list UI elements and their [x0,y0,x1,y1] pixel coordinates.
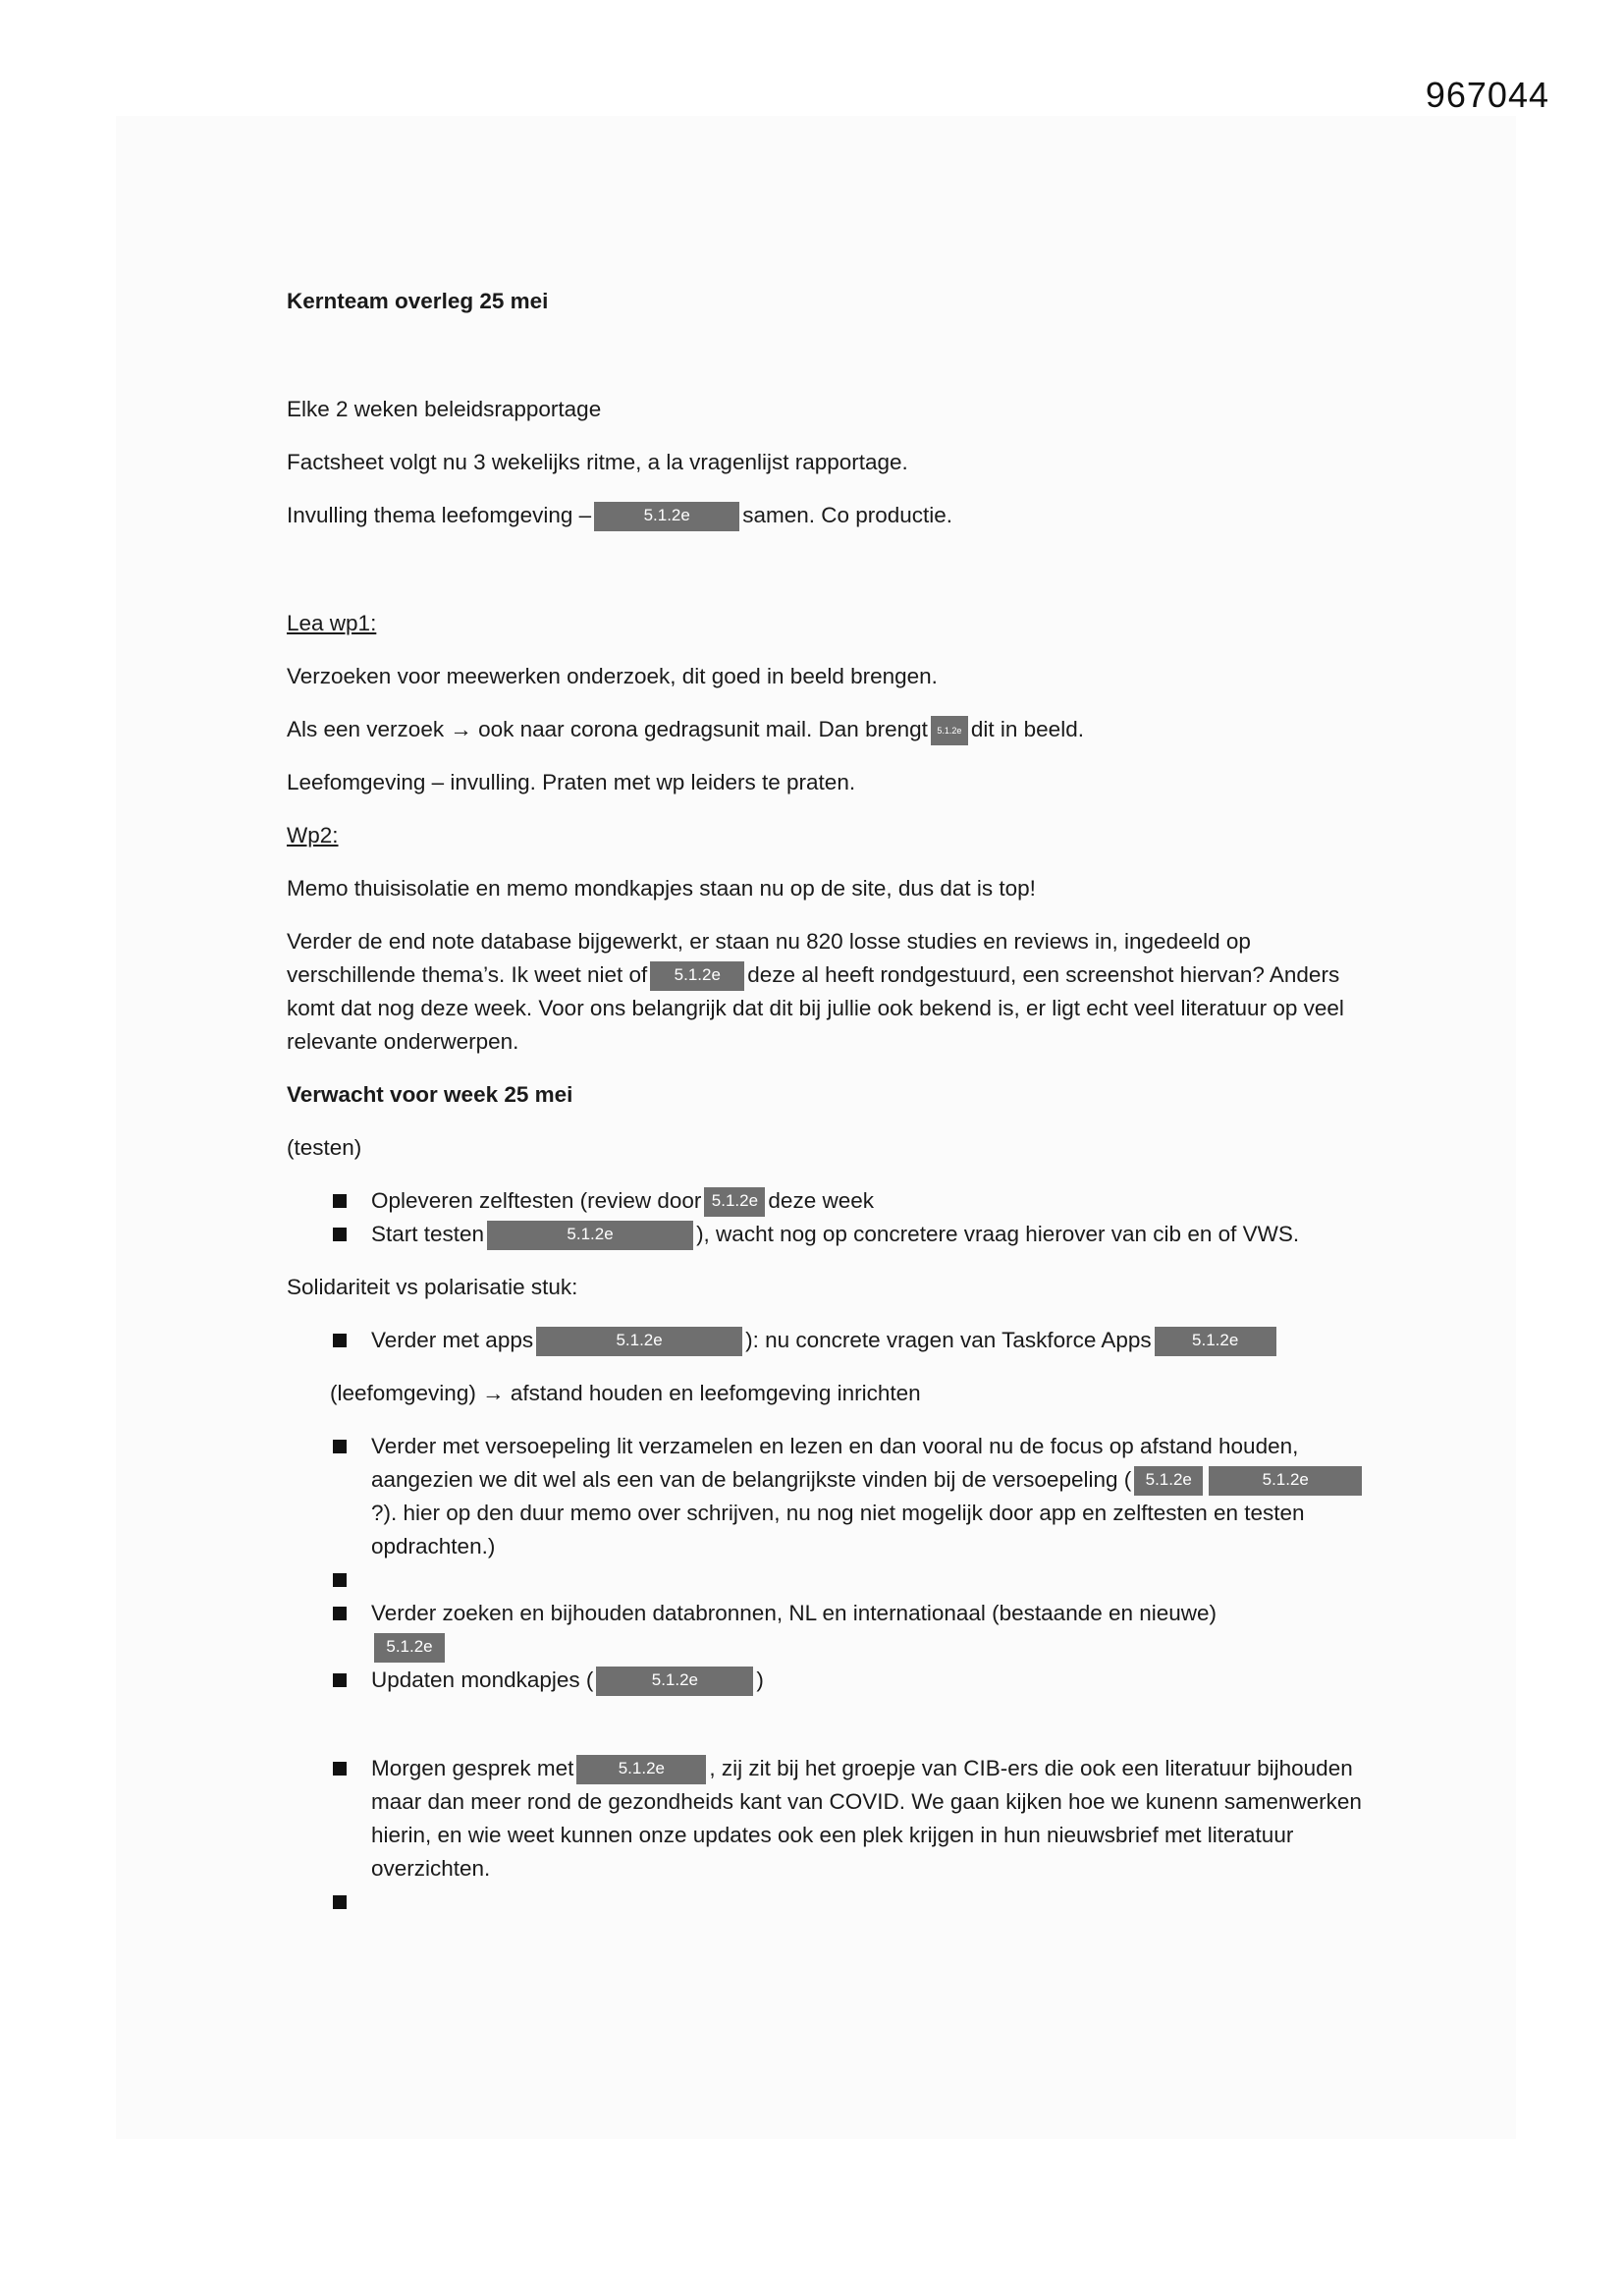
leefomgeving-label: (leefomgeving) → afstand houden en leefomgeving inrichten [330,1381,921,1405]
redaction-box: 5.1.2e [374,1633,445,1663]
wp2-heading: Wp2: [287,823,339,847]
redaction-box: 5.1.2e [1134,1466,1203,1496]
redaction-box: 5.1.2e [1155,1327,1276,1356]
wp2-paragraph: Verder de end note database bijgewerkt, er staan nu 820 losse studies en reviews in, ingedeeld op verschillende thema’s. Ik weet niet of 5.1.2e deze al heeft rondgestuurd, een screenshot hiervan? Anders komt dat nog deze week. Voor ons belangrijk dat dit bij jullie ook bekend is, er ligt echt veel literatuur op veel relevante onderwerpen. [287,929,1344,1054]
intro-line-3: Invulling thema leefomgeving – 5.1.2e samen. Co productie. [287,499,1367,532]
intro-line-2: Factsheet volgt nu 3 wekelijks ritme, a la vragenlijst rapportage. [287,450,908,474]
redaction-box: 5.1.2e [650,961,744,991]
document-body [287,285,1367,1919]
redaction-box: 5.1.2e [596,1667,753,1696]
document-title: Kernteam overleg 25 mei [287,289,549,313]
wp2-line-1: Memo thuisisolatie en memo mondkapjes staan nu op de site, dus dat is top! [287,876,1036,901]
testen-label: (testen) [287,1135,362,1160]
bullet-versoepeling: Verder met versoepeling lit verzamelen en lezen en dan vooral nu de focus op afstand houden, aangezien we dit wel als een van de belangrijkste vinden bij de versoepeling ( 5.1.2e 5.1.2e?). hier op den duur memo over schrijven, nu nog niet mogelijk door app en zelftesten en testen opdrachten.) [287,1430,1367,1563]
intro-line-1: Elke 2 weken beleidsrapportage [287,397,602,421]
bullet-databronnen: Verder zoeken en bijhouden databronnen, NL en internationaal (bestaande en nieuwe) 5.1.2e [287,1597,1367,1664]
bullet-gesprek: Morgen gesprek met 5.1.2e , zij zit bij het groepje van CIB-ers die ook een literatuur bijhouden maar dan meer rond de gezondheids kant van COVID. We gaan kijken hoe we kunenn samenwerken hierin, en wie weet kunnen onze updates ook een plek krijgen in hun nieuwsbrief met literatuur overzichten. [287,1752,1367,1886]
wp1-line-2: Als een verzoek → ook naar corona gedragsunit mail. Dan brengt 5.1.2e dit in beeld. [287,713,1367,746]
bullet-mondkapjes: Updaten mondkapjes ( 5.1.2e ) [287,1664,1367,1697]
redaction-box: 5.1.2e [594,502,739,531]
wp1-line-1: Verzoeken voor meewerken onderzoek, dit goed in beeld brengen. [287,664,938,688]
document-number: 967044 [1425,75,1549,115]
bullet-opleveren: Opleveren zelftesten (review door 5.1.2e deze week [287,1184,1367,1218]
wp1-line-3: Leefomgeving – invulling. Praten met wp leiders te praten. [287,770,856,794]
solidariteit-label: Solidariteit vs polarisatie stuk: [287,1275,578,1299]
bullet-empty-last [287,1886,1367,1919]
bullet-apps: Verder met apps 5.1.2e ): nu concrete vragen van Taskforce Apps 5.1.2e [287,1324,1367,1357]
redaction-box: 5.1.2e [704,1187,765,1217]
redaction-box: 5.1.2e [1209,1466,1362,1496]
redaction-box: 5.1.2e [487,1221,693,1250]
redaction-box: 5.1.2e [931,716,968,745]
redaction-box: 5.1.2e [536,1327,742,1356]
bullet-empty [287,1563,1367,1597]
bullet-start-testen: Start testen 5.1.2e ), wacht nog op concretere vraag hierover van cib en of VWS. [287,1218,1367,1251]
wp1-heading: Lea wp1: [287,611,377,635]
expected-heading: Verwacht voor week 25 mei [287,1082,573,1107]
redaction-box: 5.1.2e [576,1755,706,1784]
